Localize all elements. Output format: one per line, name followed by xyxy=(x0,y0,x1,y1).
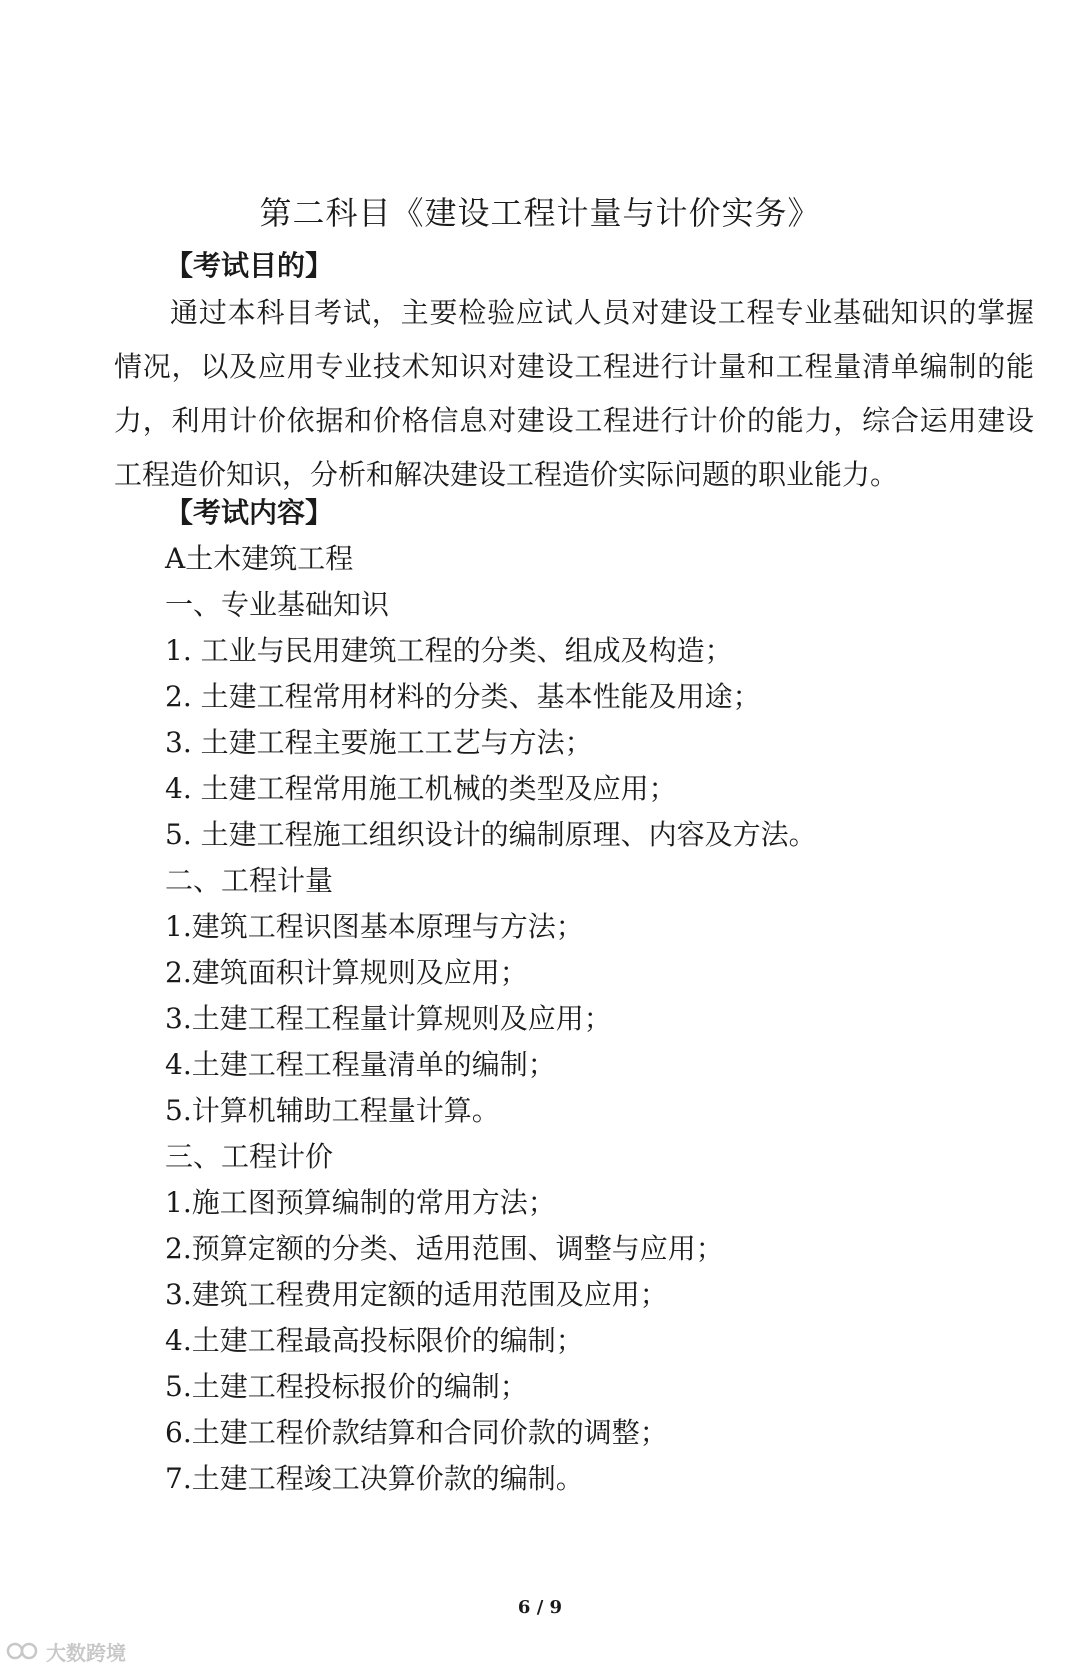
watermark xyxy=(6,1637,126,1665)
content-line: 3. 土建工程主要施工工艺与方法； xyxy=(165,726,593,759)
document-title: 第二科目《建设工程计量与计价实务》 xyxy=(259,194,821,232)
content-line: 1. 工业与民用建筑工程的分类、组成及构造； xyxy=(165,634,733,667)
content-line: A土木建筑工程 xyxy=(165,542,354,575)
heading-exam-content: 【考试内容】 xyxy=(165,496,334,529)
content-line: 5.土建工程投标报价的编制； xyxy=(165,1370,528,1403)
content-line: 4.土建工程最高投标限价的编制； xyxy=(165,1324,584,1357)
content-line: 2. 土建工程常用材料的分类、基本性能及用途； xyxy=(165,680,761,713)
content-line: 4.土建工程工程量清单的编制； xyxy=(165,1048,556,1081)
content-line: 二、工程计量 xyxy=(165,864,334,897)
content-line: 3.土建工程工程量计算规则及应用； xyxy=(165,1002,612,1035)
content-line: 5.计算机辅助工程量计算。 xyxy=(165,1094,500,1127)
content-line: 1.建筑工程识图基本原理与方法； xyxy=(165,910,584,943)
content-line: 2.预算定额的分类、适用范围、调整与应用； xyxy=(165,1232,724,1265)
heading-exam-purpose: 【考试目的】 xyxy=(165,249,334,282)
content-line: 1.施工图预算编制的常用方法； xyxy=(165,1186,556,1219)
content-line: 7.土建工程竣工决算价款的编制。 xyxy=(165,1462,584,1495)
watermark-text: 大数跨境 xyxy=(46,1640,126,1665)
content-line: 三、工程计价 xyxy=(165,1140,334,1173)
content-line: 5. 土建工程施工组织设计的编制原理、内容及方法。 xyxy=(165,818,817,851)
content-line: 2.建筑面积计算规则及应用； xyxy=(165,956,528,989)
watermark-logo-icon xyxy=(6,1639,40,1663)
content-line: 一、专业基础知识 xyxy=(165,588,390,621)
content-line: 4. 土建工程常用施工机械的类型及应用； xyxy=(165,772,677,805)
content-line: 6.土建工程价款结算和合同价款的调整； xyxy=(165,1416,668,1449)
content-line: 3.建筑工程费用定额的适用范围及应用； xyxy=(165,1278,668,1311)
purpose-paragraph: 通过本科目考试，主要检验应试人员对建设工程专业基础知识的掌握情况，以及应用专业技术知识对建设工程进行计量和工程量清单编制的能力，利用计价依据和价格信息对建设工程进行计价的能力，综合运用建设工程造价知识，分析和解决建设工程造价实际问题的职业能力。 xyxy=(114,296,1034,491)
page-number: 6 / 9 xyxy=(517,1597,563,1618)
